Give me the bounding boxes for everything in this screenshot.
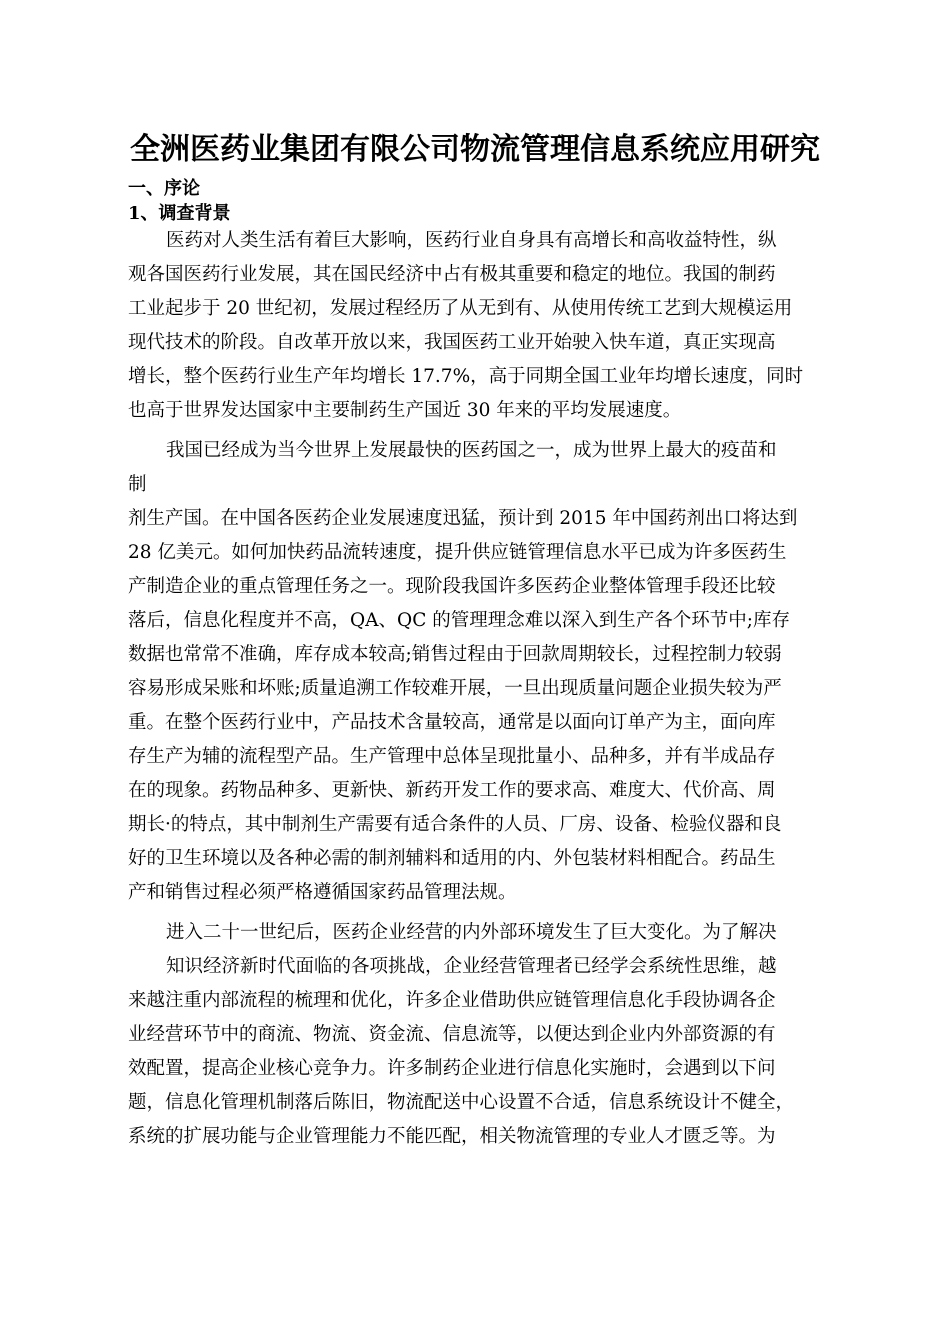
paragraph-1 bbox=[128, 224, 822, 428]
text-line: 业经营环节中的商流、物流、资金流、信息流等，以便达到企业内外部资源的有 bbox=[128, 1024, 776, 1045]
subsection-heading: 1、调查背景 bbox=[128, 203, 231, 224]
text-line: 28 亿美元。如何加快药品流转速度，提升供应链管理信息水平已成为许多医药生 bbox=[128, 542, 787, 563]
text-line: 来越注重内部流程的梳理和优化，许多企业借助供应链管理信息化手段协调各企 bbox=[128, 990, 776, 1011]
text-line: 数据也常常不准确，库存成本较高;销售过程由于回款周期较长，过程控制力较弱 bbox=[128, 644, 782, 665]
text-line: 进入二十一世纪后，医药企业经营的内外部环境发生了巨大变化。为了解决 bbox=[166, 922, 777, 943]
text-line: 也高于世界发达国家中主要制药生产国近 30 年来的平均发展速度。 bbox=[128, 400, 682, 421]
text-line: 在的现象。药物品种多、更新快、新药开发工作的要求高、难度大、代价高、周 bbox=[128, 780, 776, 801]
text-line: 医药对人类生活有着巨大影响，医药行业自身具有高增长和高收益特性，纵 bbox=[166, 230, 777, 251]
paragraph-2 bbox=[128, 434, 822, 910]
text-line: 效配置，提高企业核心竞争力。许多制药企业进行信息化实施时，会遇到以下问 bbox=[128, 1058, 776, 1079]
text-line: 现代技术的阶段。自改革开放以来，我国医药工业开始驶入快车道，真正实现高 bbox=[128, 332, 776, 353]
document-title: 全洲医药业集团有限公司物流管理信息系统应用研究 bbox=[130, 132, 820, 167]
text-line: 好的卫生环境以及各种必需的制剂辅料和适用的内、外包装材料相配合。药品生 bbox=[128, 848, 776, 869]
section-heading: 一、序论 bbox=[128, 178, 200, 199]
body-text bbox=[128, 224, 822, 1154]
text-line: 产制造企业的重点管理任务之一。现阶段我国许多医药企业整体管理手段还比较 bbox=[128, 576, 776, 597]
text-line: 期长·的特点，其中制剂生产需要有适合条件的人员、厂房、设备、检验仪器和良 bbox=[128, 814, 782, 835]
text-line: 容易形成呆账和坏账;质量追溯工作较难开展，一旦出现质量问题企业损失较为严 bbox=[128, 678, 782, 699]
text-line: 知识经济新时代面临的各项挑战，企业经营管理者已经学会系统性思维，越 bbox=[166, 956, 777, 977]
text-line: 剂生产国。在中国各医药企业发展速度迅猛，预计到 2015 年中国药剂出口将达到 bbox=[128, 508, 798, 529]
text-line: 制 bbox=[128, 474, 147, 495]
text-line: 存生产为辅的流程型产品。生产管理中总体呈现批量小、品种多，并有半成品存 bbox=[128, 746, 776, 767]
text-line: 我国已经成为当今世界上发展最快的医药国之一，成为世界上最大的疫苗和 bbox=[166, 440, 777, 461]
text-line: 落后，信息化程度并不高，QA、QC 的管理理念难以深入到生产各个环节中;库存 bbox=[128, 610, 790, 631]
paragraph-3 bbox=[128, 916, 822, 1154]
text-line: 产和销售过程必须严格遵循国家药品管理法规。 bbox=[128, 882, 517, 903]
text-line: 题，信息化管理机制落后陈旧，物流配送中心设置不合适，信息系统设计不健全， bbox=[128, 1092, 795, 1113]
text-line: 重。在整个医药行业中，产品技术含量较高，通常是以面向订单产为主，面向库 bbox=[128, 712, 776, 733]
text-line: 增长，整个医药行业生产年均增长 17.7%，高于同期全国工业年均增长速度，同时 bbox=[128, 366, 804, 387]
text-line: 观各国医药行业发展，其在国民经济中占有极其重要和稳定的地位。我国的制药 bbox=[128, 264, 776, 285]
text-line: 工业起步于 20 世纪初，发展过程经历了从无到有、从使用传统工艺到大规模运用 bbox=[128, 298, 793, 319]
text-line: 系统的扩展功能与企业管理能力不能匹配，相关物流管理的专业人才匮乏等。为 bbox=[128, 1126, 776, 1147]
